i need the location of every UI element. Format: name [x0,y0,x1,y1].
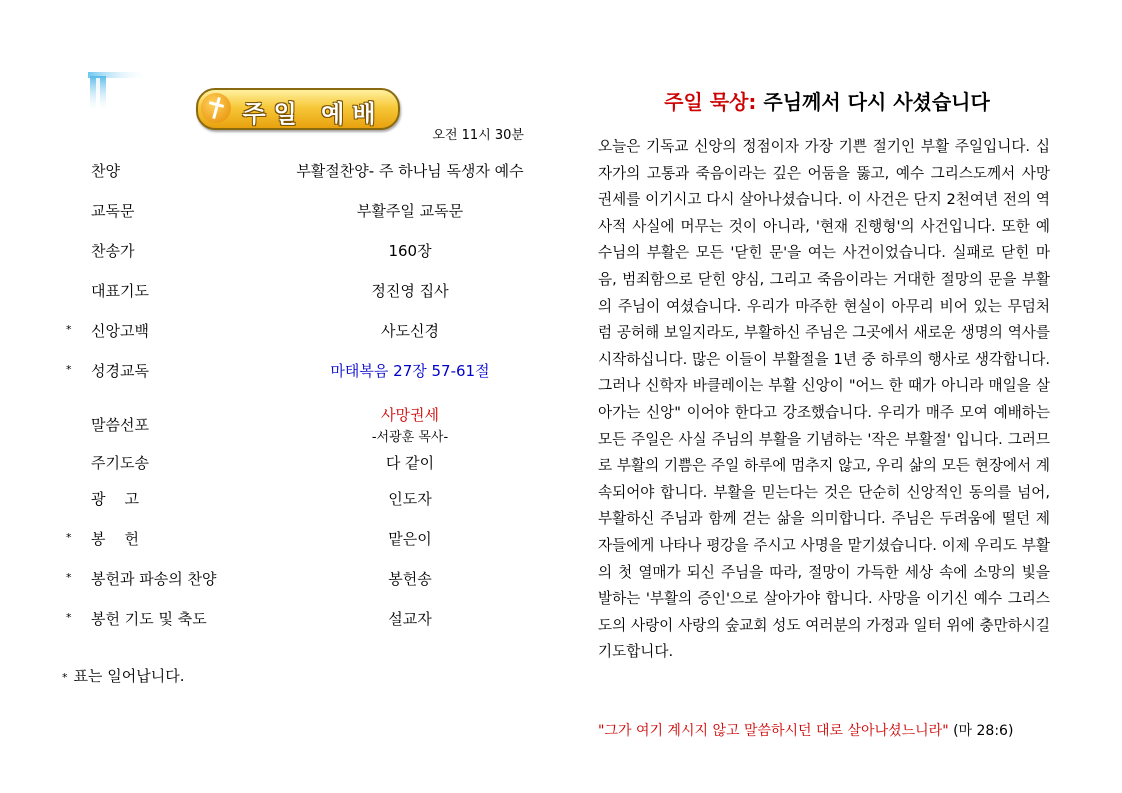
order-item-name: 성경교독 [91,362,149,380]
order-item-value: 설교자 [388,610,432,628]
order-item-value: 인도자 [388,490,432,508]
cross-corner-graphic [88,72,148,112]
order-row [60,608,550,632]
order-item-value: 사도신경 [381,322,439,340]
meditation-body: 오늘은 기독교 신앙의 정점이자 가장 기쁜 절기인 부활 주일입니다. 십자가의 고통과 죽음이라는 깊은 어둠을 뚫고, 예수 그리스도께서 사망 권세를 이기시고 다시 살아나셨습니다. 이 사건은 단지 2천여년 전의 역사적 사실에 머무는 것이 아니라, '현재 진행형'의 사건입니다. 또한 예수님의 부활은 모든 '닫힌 문'을 여는 사건이었습니다. 실패로 닫힌 마음, 범죄함으로 닫힌 양심, 그리고 죽음이라는 거대한 절망의 문을 부활의 주님이 여셨습니다. 우리가 마주한 현실이 아무리 비어 있는 무덤처럼 공허해 보일지라도, 부활하신 주님은 그곳에서 새로운 생명의 역사를 시작하십니다. 많은 이들이 부활절을 1년 중 하루의 행사로 생각합니다. 그러나 신학자 바클레이는 부활 신앙이 "어느 한 때가 아니라 매일을 살아가는 신앙" 이어야 한다고 강조했습니다. 우리가 매주 모여 예배하는 모든 주일은 사실 주님의 부활을 기념하는 '작은 부활절' 입니다. 그러므로 부활의 기쁨은 주일 하루에 멈추지 않고, 우리 삶의 모든 현장에서 계속되어야 합니다. 부활을 믿는다는 것은 단순히 신앙적인 동의를 넘어, 부활하신 주님과 함께 걷는 삶을 의미합니다. 주님은 두려움에 떨던 제자들에게 나타나 평강을 주시고 사명을 맡기셨습니다. 이제 우리도 부활의 첫 열매가 되신 주님을 따라, 절망이 가득한 세상 속에 소망의 빛을 발하는 '부활의 증인'으로 살아가야 합니다. 사망을 이기신 예수 그리스도의 사랑이 사랑의 숲교회 성도 여러분의 가정과 일터 위에 충만하시길 기도합니다. [598,138,1050,661]
order-row [60,528,550,552]
order-item-name: 교독문 [91,202,135,220]
order-item-value: 부활절찬양- 주 하나님 독생자 예수 [296,162,524,180]
quote-reference: (마 28:6) [953,723,1014,739]
meditation-label: 주일 묵상: [664,90,757,114]
order-item-name: 찬양 [91,162,120,180]
order-item-value: 정진영 집사 [371,282,449,300]
star-icon: * [66,611,72,624]
standing-note [62,665,184,686]
order-item-name: 찬송가 [91,242,135,260]
quote-text: "그가 여기 계시지 않고 말씀하시던 대로 살아나셨느니라" [598,723,949,739]
order-row [60,404,550,445]
scripture-quote [598,720,1013,740]
order-item-value: 봉헌송 [388,570,432,588]
order-row [60,568,550,592]
star-icon: * [66,363,72,376]
order-item-name: 대표기도 [91,282,149,300]
order-item-value: 다 같이 [385,454,435,472]
order-row [60,200,550,224]
service-time: 오전 11시 30분 [432,128,524,143]
order-row [60,160,550,184]
order-row [60,240,550,264]
order-row [60,452,550,476]
order-item-value: 마태복음 27장 57-61절 [330,362,490,380]
order-item-value: 맡은이 [388,530,432,548]
order-item-name: 봉 헌 [91,530,140,548]
order-item-value: 부활주일 교독문 [356,202,464,220]
standing-note-text: 표는 일어납니다. [73,667,185,685]
order-item-name: 말씀선포 [91,416,149,434]
order-item-name: 주기도송 [91,454,149,472]
order-item-value: 160장 [388,242,432,260]
badge-title: 주일 예배 [242,100,384,128]
preacher-name: -서광훈 목사- [371,430,449,445]
order-row [60,280,550,304]
star-icon: * [66,571,72,584]
order-item-name: 광 고 [91,490,140,508]
order-item-name: 봉헌 기도 및 축도 [91,610,207,628]
order-item-name: 봉헌과 파송의 찬양 [91,570,217,588]
order-row [60,488,550,512]
order-item-value: 사망권세 [381,406,439,424]
meditation-title: 주님께서 다시 사셨습니다 [763,90,990,114]
order-row [60,360,550,384]
star-icon: * [66,323,72,336]
order-item-name: 신앙고백 [91,322,149,340]
order-row [60,320,550,344]
worship-title-badge [196,88,400,130]
star-icon: * [66,531,72,544]
meditation-heading [594,86,1060,115]
star-icon: * [62,671,68,684]
cross-icon [201,93,231,123]
